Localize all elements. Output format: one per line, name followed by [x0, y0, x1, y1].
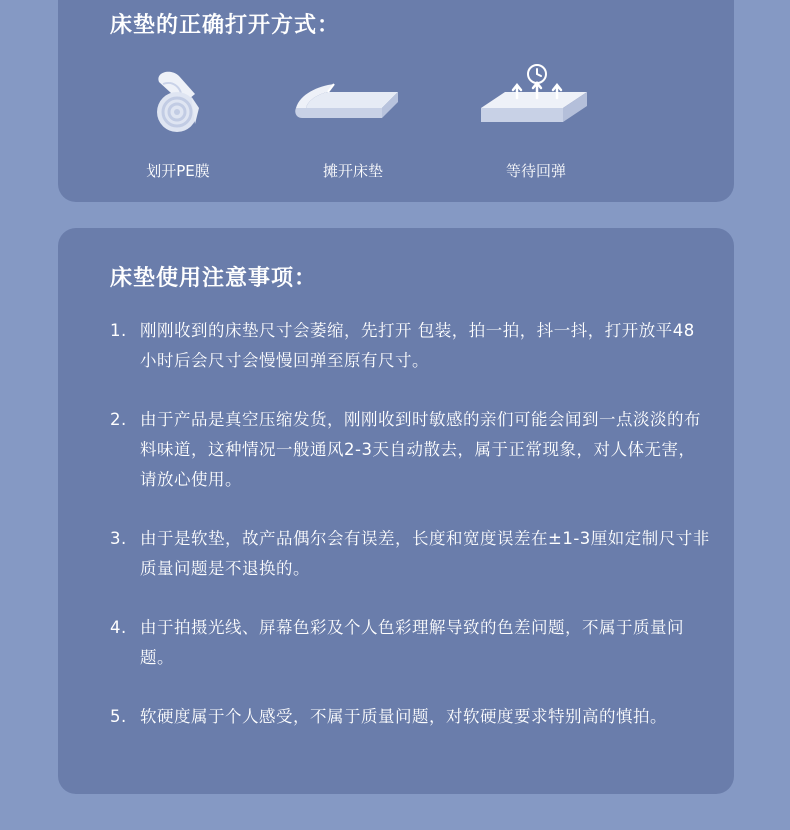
- note-number: 1.: [110, 321, 127, 340]
- note-number: 2.: [110, 410, 127, 429]
- usage-notes-title: 床垫使用注意事项：: [110, 266, 318, 291]
- step-label-unroll: 摊开床垫: [322, 162, 383, 180]
- usage-notes-card: [58, 228, 734, 794]
- step-label-cut-film: 划开PE膜: [146, 162, 210, 180]
- list-item: [110, 613, 710, 673]
- note-number: 4.: [110, 618, 127, 637]
- opening-method-card: [58, 0, 734, 202]
- note-number: 3.: [110, 529, 127, 548]
- clock-rebound-icon: [461, 64, 611, 156]
- note-number: 5.: [110, 707, 127, 726]
- rolled-mattress-icon: [103, 64, 253, 156]
- note-text: 由于拍摄光线、屏幕色彩及个人色彩理解导致的色差问题，不属于质量问题。: [140, 618, 684, 667]
- step-label-wait-rebound: 等待回弹: [505, 162, 566, 180]
- list-item: [110, 405, 710, 495]
- step-unroll: [278, 64, 428, 180]
- note-text: 由于是软垫，故产品偶尔会有误差，长度和宽度误差在±1-3厘如定制尺寸非质量问题是不退换的。: [140, 529, 710, 578]
- list-item: [110, 702, 710, 732]
- step-wait-rebound: [461, 64, 611, 180]
- unrolling-mattress-icon: [278, 64, 428, 156]
- usage-notes-list: [110, 316, 710, 761]
- list-item: [110, 524, 710, 584]
- opening-method-title: 床垫的正确打开方式：: [110, 13, 341, 38]
- list-item: [110, 316, 710, 376]
- note-text: 由于产品是真空压缩发货，刚刚收到时敏感的亲们可能会闻到一点淡淡的布料味道，这种情况一般通风2-3天自动散去，属于正常现象，对人体无害，请放心使用。: [140, 410, 701, 489]
- note-text: 软硬度属于个人感受，不属于质量问题，对软硬度要求特别高的慎拍。: [140, 707, 667, 726]
- note-text: 刚刚收到的床垫尺寸会萎缩，先打开 包装，拍一拍，抖一抖，打开放平48小时后会尺寸会慢慢回弹至原有尺寸。: [140, 321, 695, 370]
- step-cut-film: [103, 64, 253, 180]
